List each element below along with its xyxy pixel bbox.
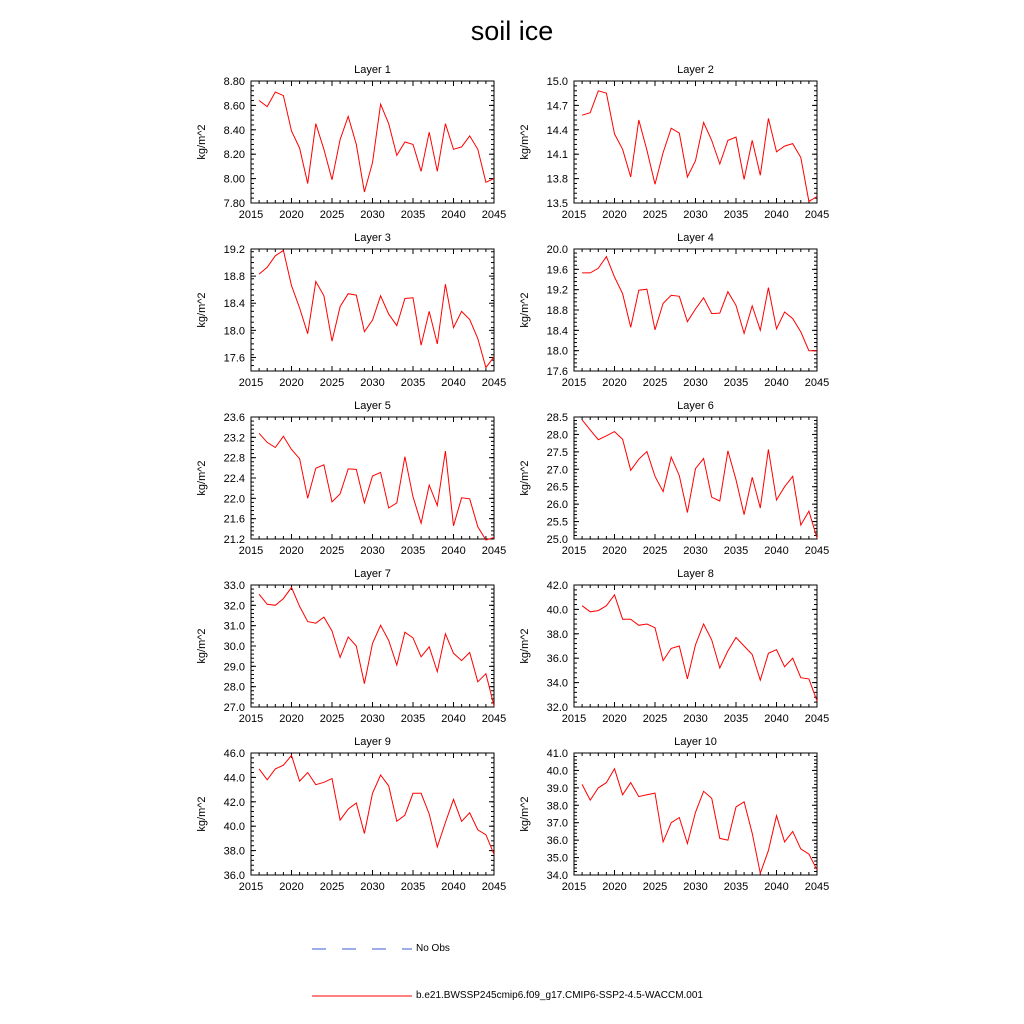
panel-7-frame	[251, 585, 494, 707]
panel-1-xtick-label: 2025	[319, 209, 345, 221]
panel-5-ytick-label: 23.2	[223, 432, 245, 445]
panel-9-ylabel: kg/m^2	[196, 796, 208, 832]
panel-7-xtick-label: 2015	[238, 713, 264, 725]
panel-4-xtick-label: 2040	[764, 377, 789, 389]
panel-5-xtick-label: 2015	[238, 545, 264, 557]
panel-7-series-line	[259, 587, 494, 705]
panel-7-ytick-label: 28.0	[223, 681, 245, 694]
panel-2-ylabel: kg/m^2	[519, 124, 531, 160]
panel-2-ytick-label: 14.1	[546, 149, 568, 162]
panel-8-xtick-label: 2040	[764, 713, 789, 725]
panel-3-xtick-label: 2030	[360, 377, 385, 389]
panel-7-xtick-label: 2030	[360, 713, 385, 725]
panel-2-xtick-label: 2035	[723, 209, 749, 221]
panel-3-xtick-label: 2025	[319, 377, 345, 389]
panel-2-xtick-label: 2025	[642, 209, 668, 221]
panel-8-xtick-label: 2045	[804, 713, 830, 725]
panel-3-xtick-label: 2020	[279, 377, 304, 389]
panel-1-xtick-label: 2045	[481, 209, 507, 221]
panel-6-ytick-label: 27.5	[546, 446, 568, 459]
panel-4-ytick-label: 18.0	[546, 345, 568, 358]
panel-6-frame	[574, 417, 817, 539]
panel-10-ytick-label: 36.0	[546, 835, 568, 848]
panel-5-ytick-label: 23.6	[223, 412, 245, 424]
panel-4-xtick-label: 2025	[642, 377, 668, 389]
panel-5-ytick-label: 21.6	[223, 513, 245, 526]
panel-10-ytick-label: 37.0	[546, 817, 568, 830]
panel-4-xtick-label: 2035	[723, 377, 749, 389]
panel-3-ylabel: kg/m^2	[196, 292, 208, 328]
panel-6-ytick-label: 28.5	[546, 412, 568, 424]
panel-4-series-line	[582, 257, 817, 351]
panel-1-xtick-label: 2040	[441, 209, 466, 221]
panel-10-ytick-label: 39.0	[546, 782, 568, 795]
panel-2-ytick-label: 14.7	[546, 100, 568, 113]
panel-9-title: Layer 9	[354, 736, 391, 748]
panel-6-ytick-label: 25.5	[546, 516, 568, 529]
panel-6-xtick-label: 2040	[764, 545, 789, 557]
panel-9-series-line	[259, 755, 494, 854]
panel-8-xtick-label: 2025	[642, 713, 668, 725]
panel-5-ytick-label: 22.8	[223, 452, 245, 465]
panel-6-series-line	[582, 420, 817, 538]
panel-2-ytick-label: 15.0	[546, 76, 568, 88]
panel-7-ylabel: kg/m^2	[196, 628, 208, 664]
panel-5-xtick-label: 2030	[360, 545, 385, 557]
panel-4-xtick-label: 2030	[683, 377, 708, 389]
panel-7-ytick-label: 27.0	[223, 702, 245, 714]
panel-1-xtick-label: 2015	[238, 209, 264, 221]
panel-6-xtick-label: 2020	[602, 545, 627, 557]
panel-6-xtick-label: 2030	[683, 545, 708, 557]
panel-9-ytick-label: 36.0	[223, 870, 245, 882]
panel-10-ytick-label: 34.0	[546, 870, 568, 882]
panel-4-xtick-label: 2045	[804, 377, 830, 389]
panel-6-title: Layer 6	[677, 400, 714, 412]
panel-8-title: Layer 8	[677, 568, 714, 580]
panel-9-xtick-label: 2045	[481, 881, 507, 893]
panel-2-series-line	[582, 91, 817, 202]
panel-3-xtick-label: 2040	[441, 377, 466, 389]
panel-3-ytick-label: 18.0	[223, 325, 245, 338]
panel-4-ytick-label: 18.8	[546, 305, 568, 317]
panel-8-xtick-label: 2020	[602, 713, 627, 725]
panel-6-ytick-label: 26.5	[546, 481, 568, 494]
panel-9-ytick-label: 40.0	[223, 821, 245, 834]
panel-1-series-line	[259, 92, 494, 192]
panel-7-ytick-label: 30.0	[223, 641, 245, 653]
panel-6-ylabel: kg/m^2	[519, 460, 531, 496]
panel-8-ytick-label: 34.0	[546, 677, 568, 690]
panel-8-ylabel: kg/m^2	[519, 628, 531, 664]
panel-2-xtick-label: 2020	[602, 209, 627, 221]
panel-10-xtick-label: 2045	[804, 881, 830, 893]
panel-9-xtick-label: 2040	[441, 881, 466, 893]
panel-2-xtick-label: 2015	[561, 209, 587, 221]
panel-8-series-line	[582, 595, 817, 701]
panel-10-xtick-label: 2015	[561, 881, 587, 893]
panel-9-xtick-label: 2035	[400, 881, 426, 893]
panel-8-ytick-label: 40.0	[546, 604, 568, 617]
panel-7-ytick-label: 31.0	[223, 620, 245, 633]
panel-2-ytick-label: 13.8	[546, 173, 568, 186]
panel-8-ytick-label: 32.0	[546, 702, 568, 714]
panel-10-xtick-label: 2035	[723, 881, 749, 893]
panel-5-ylabel: kg/m^2	[196, 460, 208, 496]
panel-9-ytick-label: 44.0	[223, 772, 245, 785]
panel-6-ytick-label: 28.0	[546, 429, 568, 442]
panel-8-ytick-label: 36.0	[546, 653, 568, 666]
panel-4-ytick-label: 19.6	[546, 264, 568, 277]
panel-2-ytick-label: 14.4	[546, 124, 568, 137]
panel-10-ytick-label: 40.0	[546, 765, 568, 778]
panel-10-xtick-label: 2040	[764, 881, 789, 893]
panel-8-xtick-label: 2015	[561, 713, 587, 725]
legend-model-label: b.e21.BWSSP245cmip6.f09_g17.CMIP6-SSP2-4.5-WACCM.001	[416, 990, 703, 1001]
panel-4-ytick-label: 17.6	[546, 366, 568, 378]
panel-8-xtick-label: 2030	[683, 713, 708, 725]
panel-5-xtick-label: 2035	[400, 545, 426, 557]
panel-3-ytick-label: 18.8	[223, 271, 245, 284]
panel-7-xtick-label: 2020	[279, 713, 304, 725]
panel-1-xtick-label: 2020	[279, 209, 304, 221]
panel-1-ytick-label: 8.40	[223, 124, 245, 137]
panel-5-ytick-label: 21.2	[223, 534, 245, 546]
panel-4-ytick-label: 18.4	[546, 325, 568, 338]
panel-6-xtick-label: 2025	[642, 545, 668, 557]
panel-5-xtick-label: 2025	[319, 545, 345, 557]
panel-2-xtick-label: 2040	[764, 209, 789, 221]
panel-1-ytick-label: 8.60	[223, 100, 245, 113]
panel-1-xtick-label: 2030	[360, 209, 385, 221]
panel-5-ytick-label: 22.0	[223, 493, 245, 506]
panel-9-ytick-label: 42.0	[223, 796, 245, 809]
panel-5-series-line	[259, 433, 494, 540]
panel-8-ytick-label: 42.0	[546, 580, 568, 592]
panel-9-xtick-label: 2030	[360, 881, 385, 893]
panel-3-xtick-label: 2015	[238, 377, 264, 389]
panel-3-series-line	[259, 250, 494, 367]
panel-10-ytick-label: 35.0	[546, 852, 568, 865]
panel-7-ytick-label: 33.0	[223, 580, 245, 592]
legend-obs-label: No Obs	[416, 943, 450, 954]
panel-6-ytick-label: 27.0	[546, 464, 568, 477]
panel-9-xtick-label: 2020	[279, 881, 304, 893]
panel-6-ytick-label: 25.0	[546, 534, 568, 546]
panel-3-title: Layer 3	[354, 232, 391, 244]
panel-10-ytick-label: 41.0	[546, 748, 568, 760]
panel-2-title: Layer 2	[677, 64, 714, 76]
panel-6-xtick-label: 2015	[561, 545, 587, 557]
panel-5-ytick-label: 22.4	[223, 473, 245, 485]
panel-8-xtick-label: 2035	[723, 713, 749, 725]
panel-3-ytick-label: 19.2	[223, 244, 245, 256]
panel-3-ytick-label: 18.4	[223, 298, 245, 311]
panel-7-xtick-label: 2025	[319, 713, 345, 725]
panel-5-title: Layer 5	[354, 400, 391, 412]
panel-10-title: Layer 10	[674, 736, 717, 748]
panel-4-ylabel: kg/m^2	[519, 292, 531, 328]
panel-10-xtick-label: 2030	[683, 881, 708, 893]
panel-4-xtick-label: 2015	[561, 377, 587, 389]
panel-4-xtick-label: 2020	[602, 377, 627, 389]
panel-7-xtick-label: 2040	[441, 713, 466, 725]
panel-1-xtick-label: 2035	[400, 209, 426, 221]
panel-7-title: Layer 7	[354, 568, 391, 580]
panel-9-frame	[251, 753, 494, 875]
panel-2-frame	[574, 81, 817, 203]
panel-10-xtick-label: 2025	[642, 881, 668, 893]
panel-5-xtick-label: 2040	[441, 545, 466, 557]
panel-7-xtick-label: 2045	[481, 713, 507, 725]
panel-3-ytick-label: 17.6	[223, 352, 245, 365]
panel-2-xtick-label: 2030	[683, 209, 708, 221]
panel-3-xtick-label: 2035	[400, 377, 426, 389]
panel-4-ytick-label: 19.2	[546, 284, 568, 297]
panel-1-frame	[251, 81, 494, 203]
panel-2-xtick-label: 2045	[804, 209, 830, 221]
panel-9-xtick-label: 2025	[319, 881, 345, 893]
panel-8-ytick-label: 38.0	[546, 628, 568, 641]
chart-main-title: soil ice	[470, 16, 554, 46]
panel-6-xtick-label: 2045	[804, 545, 830, 557]
panel-9-ytick-label: 38.0	[223, 845, 245, 858]
panel-7-xtick-label: 2035	[400, 713, 426, 725]
panel-9-xtick-label: 2015	[238, 881, 264, 893]
panel-7-ytick-label: 32.0	[223, 600, 245, 613]
panel-5-xtick-label: 2020	[279, 545, 304, 557]
panel-6-ytick-label: 26.0	[546, 499, 568, 512]
panel-10-xtick-label: 2020	[602, 881, 627, 893]
panel-10-ytick-label: 38.0	[546, 800, 568, 813]
panel-1-title: Layer 1	[354, 64, 391, 76]
panel-1-ytick-label: 8.80	[223, 76, 245, 88]
panel-10-series-line	[582, 769, 817, 874]
panel-9-ytick-label: 46.0	[223, 748, 245, 760]
panel-5-xtick-label: 2045	[481, 545, 507, 557]
panel-1-ytick-label: 8.20	[223, 149, 245, 162]
panel-7-ytick-label: 29.0	[223, 661, 245, 674]
panel-1-ytick-label: 7.80	[223, 198, 245, 210]
panel-5-frame	[251, 417, 494, 539]
panel-6-xtick-label: 2035	[723, 545, 749, 557]
panel-4-ytick-label: 20.0	[546, 244, 568, 256]
panel-2-ytick-label: 13.5	[546, 198, 568, 210]
panel-10-ylabel: kg/m^2	[519, 796, 531, 832]
panel-3-xtick-label: 2045	[481, 377, 507, 389]
panel-1-ylabel: kg/m^2	[196, 124, 208, 160]
panel-1-ytick-label: 8.00	[223, 173, 245, 186]
panel-4-title: Layer 4	[677, 232, 714, 244]
